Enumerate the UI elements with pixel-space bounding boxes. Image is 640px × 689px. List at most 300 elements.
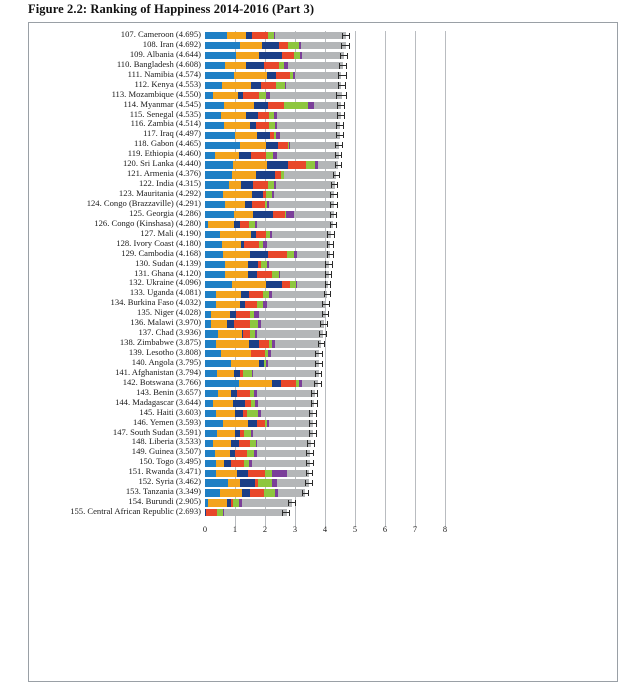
chart-row [29, 329, 619, 339]
bar-segment [224, 122, 250, 129]
ci-cap-right [339, 172, 340, 178]
row-label: 126. Congo (Kinshasa) (4.280) [94, 217, 201, 228]
ci-cap-left [325, 271, 326, 277]
ci-cap-right [332, 261, 333, 267]
stacked-bar [205, 330, 323, 337]
confidence-interval [307, 440, 315, 447]
x-axis-ticks [202, 524, 475, 541]
confidence-interval [302, 489, 309, 496]
bar-segment [249, 340, 259, 347]
bar-segment [217, 509, 224, 516]
ci-cap-left [322, 301, 323, 307]
bar-segment [261, 410, 313, 417]
bar-segment [269, 420, 313, 427]
confidence-interval [315, 370, 322, 377]
bar-segment [248, 271, 257, 278]
ci-cap-left [330, 212, 331, 218]
bar-segment [231, 440, 238, 447]
ci-cap-left [324, 291, 325, 297]
bar-segment [205, 489, 220, 496]
ci-cap-right [314, 440, 315, 446]
bar-segment [224, 102, 254, 109]
stacked-bar [205, 400, 314, 407]
bar-segment [240, 221, 249, 228]
stacked-bar [205, 281, 328, 288]
bar-segment [306, 161, 316, 168]
bar-segment [266, 281, 282, 288]
bar-segment [217, 370, 234, 377]
stacked-bar [205, 420, 313, 427]
stacked-bar [205, 132, 340, 139]
ci-cap-right [326, 331, 327, 337]
bar-segment [225, 62, 246, 69]
stacked-bar [205, 410, 313, 417]
chart-row [29, 38, 619, 51]
bar-segment [205, 181, 229, 188]
ci-cap-right [346, 92, 347, 98]
stacked-bar [205, 32, 346, 39]
stacked-bar [205, 291, 327, 298]
bar-segment [251, 82, 261, 89]
bar-segment [244, 241, 258, 248]
bar-segment [271, 350, 319, 357]
bar-segment [257, 390, 316, 397]
row-label: 136. Malawi (3.970) [130, 317, 201, 328]
ci-cap-left [337, 112, 338, 118]
bar-segment [294, 211, 334, 218]
confidence-interval [319, 330, 327, 337]
ci-cap-right [312, 470, 313, 476]
ci-cap-right [344, 112, 345, 118]
bar-segment [240, 42, 262, 49]
stacked-bar [205, 450, 310, 457]
row-label: 143. Benin (3.657) [136, 386, 201, 397]
chart-row [29, 170, 619, 180]
bar-segment [205, 171, 232, 178]
chart-row [29, 130, 619, 140]
stacked-bar [205, 122, 340, 129]
row-label: 128. Ivory Coast (4.180) [116, 237, 201, 248]
ci-cap-left [330, 202, 331, 208]
ci-cap-right [349, 33, 350, 39]
bar-segment [287, 251, 295, 258]
bar-segment [248, 470, 266, 477]
bar-segment [205, 460, 216, 467]
stacked-bar [205, 72, 341, 79]
stacked-bar [205, 340, 321, 347]
stacked-bar [205, 470, 309, 477]
ci-cap-left [314, 381, 315, 387]
ci-cap-left [307, 440, 308, 446]
chart-row [29, 406, 619, 419]
ci-cap-left [342, 33, 343, 39]
row-label: 155. Central African Republic (2.693) [70, 506, 201, 516]
bar-segment [205, 440, 213, 447]
row-label: 121. Armenia (4.376) [127, 168, 201, 179]
stacked-bar [205, 112, 341, 119]
confidence-interval [315, 360, 323, 367]
bar-segment [265, 470, 272, 477]
bar-segment [275, 32, 346, 39]
stacked-bar [205, 251, 330, 258]
row-label: 131. Ghana (4.120) [134, 267, 201, 278]
ci-cap-right [333, 251, 334, 257]
chart-row [29, 68, 619, 81]
bar-segment [268, 360, 318, 367]
row-label: 133. Uganda (4.081) [129, 287, 201, 298]
bar-segment [205, 161, 233, 168]
bar-segment [224, 460, 232, 467]
stacked-bar [205, 221, 333, 228]
chart-row [29, 197, 619, 210]
bar-segment [228, 479, 240, 486]
bar-segment [267, 161, 288, 168]
bar-segment [257, 450, 310, 457]
bar-segment [269, 201, 334, 208]
row-label: 134. Burkina Faso (4.032) [110, 297, 201, 308]
row-label: 152. Syria (3.462) [138, 476, 201, 487]
row-label: 124. Congo (Brazzaville) (4.291) [86, 197, 201, 208]
ci-cap-left [325, 261, 326, 267]
stacked-bar [205, 42, 346, 49]
chart-row [29, 478, 619, 488]
row-label: 108. Iran (4.692) [142, 38, 201, 49]
ci-cap-left [315, 361, 316, 367]
confidence-interval [318, 340, 326, 347]
confidence-interval [306, 460, 314, 467]
row-label: 153. Tanzania (3.349) [125, 486, 201, 497]
row-label: 150. Togo (3.495) [139, 456, 201, 467]
confidence-interval [327, 251, 334, 258]
confidence-interval [309, 430, 317, 437]
bar-segment [223, 251, 250, 258]
ci-cap-left [333, 172, 334, 178]
bar-segment [232, 171, 256, 178]
ci-cap-right [321, 371, 322, 377]
confidence-interval [337, 102, 345, 109]
row-label: 138. Zimbabwe (3.875) [119, 337, 201, 348]
x-tick-label: 3 [292, 524, 298, 534]
ci-cap-right [347, 53, 348, 59]
stacked-bar [205, 460, 310, 467]
bar-segment [257, 440, 311, 447]
bar-segment [282, 52, 294, 59]
bar-segment [245, 201, 253, 208]
bar-segment [246, 62, 264, 69]
stacked-bar [205, 142, 339, 149]
ci-cap-right [334, 231, 335, 237]
bar-segment [205, 470, 216, 477]
bar-segment [205, 112, 221, 119]
bar-segment [205, 211, 234, 218]
bar-segment [288, 62, 343, 69]
bar-segment [256, 231, 267, 238]
chart-row [29, 468, 619, 478]
figure-title: Figure 2.2: Ranking of Happiness 2014-2016 (Part 3) [28, 2, 315, 16]
bar-segment [274, 191, 333, 198]
stacked-bar [205, 62, 343, 69]
confidence-interval [327, 231, 335, 238]
ci-cap-right [327, 321, 328, 327]
bar-segment [234, 320, 251, 327]
bar-segment [277, 152, 339, 159]
bar-segment [241, 291, 249, 298]
bar-segment [241, 181, 253, 188]
bar-segment [277, 112, 342, 119]
ci-cap-right [330, 291, 331, 297]
bar-segment [253, 430, 313, 437]
row-label: 114. Myanmar (4.545) [123, 98, 201, 109]
confidence-interval [282, 509, 290, 516]
confidence-interval [315, 350, 323, 357]
bar-segment [281, 380, 296, 387]
ci-cap-left [309, 410, 310, 416]
bar-segment [205, 360, 231, 367]
bar-segment [269, 261, 329, 268]
bar-segment [277, 122, 340, 129]
bar-segment [205, 82, 222, 89]
ci-cap-left [327, 251, 328, 257]
bar-segment [270, 92, 342, 99]
row-label: 130. Sudan (4.139) [135, 257, 201, 268]
chart-row [29, 98, 619, 111]
chart-row [29, 448, 619, 458]
bar-segment [297, 281, 328, 288]
ci-cap-left [320, 321, 321, 327]
ci-cap-left [341, 43, 342, 49]
bar-segment [251, 350, 265, 357]
chart-row [29, 438, 619, 448]
ci-cap-left [331, 182, 332, 188]
row-label: 148. Liberia (3.533) [131, 436, 201, 447]
confidence-interval [330, 201, 338, 208]
ci-cap-left [338, 82, 339, 88]
ci-cap-left [306, 470, 307, 476]
bar-segment [221, 112, 246, 119]
confidence-interval [324, 291, 331, 298]
bar-segment [259, 52, 282, 59]
x-tick-label: 6 [382, 524, 388, 534]
stacked-bar [205, 261, 329, 268]
bar-segment [267, 72, 276, 79]
bar-segment [251, 152, 266, 159]
ci-cap-right [313, 450, 314, 456]
bar-segment [211, 311, 230, 318]
ci-cap-right [337, 182, 338, 188]
row-label: 145. Haiti (3.603) [139, 406, 201, 417]
bar-segment [247, 410, 258, 417]
ci-cap-left [327, 231, 328, 237]
bar-segment [205, 231, 220, 238]
bar-segment [205, 241, 222, 248]
bar-segment [243, 370, 252, 377]
confidence-interval [325, 271, 332, 278]
confidence-interval [322, 301, 330, 308]
row-label: 135. Niger (4.028) [137, 307, 201, 318]
ci-cap-left [306, 450, 307, 456]
bar-segment [227, 32, 246, 39]
bar-segment [259, 92, 267, 99]
stacked-bar [205, 320, 324, 327]
ci-cap-right [333, 241, 334, 247]
bar-segment [262, 42, 279, 49]
confidence-interval [327, 241, 335, 248]
row-label: 147. South Sudan (3.591) [112, 426, 201, 437]
ci-cap-right [316, 420, 317, 426]
confidence-interval [338, 82, 346, 89]
chart-row [29, 31, 619, 41]
ci-cap-right [322, 351, 323, 357]
bar-segment [280, 271, 328, 278]
ci-cap-right [341, 152, 342, 158]
bar-segment [205, 301, 216, 308]
ci-cap-left [302, 490, 303, 496]
row-label: 107. Cameroon (4.695) [120, 29, 201, 39]
confidence-interval [305, 479, 313, 486]
bar-segment [205, 370, 217, 377]
bar-segment [275, 340, 322, 347]
chart-row [29, 58, 619, 71]
bar-segment [284, 171, 336, 178]
chart-row [29, 458, 619, 468]
ci-cap-right [321, 381, 322, 387]
chart-row [29, 349, 619, 359]
bar-segment [216, 410, 235, 417]
bar-segment [267, 301, 326, 308]
row-label: 144. Madagascar (3.644) [115, 396, 201, 407]
bar-segment [225, 261, 248, 268]
ci-cap-left [311, 390, 312, 396]
ci-cap-right [295, 500, 296, 506]
bar-segment [261, 320, 324, 327]
ci-cap-left [309, 430, 310, 436]
confidence-interval [330, 211, 337, 218]
bar-segment [221, 350, 252, 357]
ci-cap-right [349, 43, 350, 49]
stacked-bar [205, 370, 319, 377]
stacked-bar [205, 301, 326, 308]
x-tick-label: 5 [352, 524, 358, 534]
bar-segment [208, 221, 235, 228]
row-label: 139. Lesotho (3.808) [128, 347, 201, 357]
confidence-interval [336, 132, 344, 139]
stacked-bar [205, 211, 334, 218]
stacked-bar [205, 311, 326, 318]
row-label: 118. Gabon (4.465) [134, 138, 201, 149]
bar-segment [242, 489, 250, 496]
bar-segment [258, 479, 273, 486]
ci-cap-left [318, 341, 319, 347]
confidence-interval [288, 499, 296, 506]
x-tick-label: 1 [232, 524, 238, 534]
bar-segment [253, 211, 273, 218]
confidence-interval [341, 42, 351, 49]
ci-cap-left [339, 63, 340, 69]
bar-segment [233, 161, 267, 168]
stacked-bar [205, 201, 334, 208]
bar-segment [231, 460, 244, 467]
bar-segment [245, 301, 257, 308]
bar-segment [217, 430, 235, 437]
confidence-interval [333, 171, 341, 178]
chart-row [29, 279, 619, 289]
stacked-bar [205, 181, 335, 188]
chart-row [29, 247, 619, 260]
bar-segment [252, 201, 264, 208]
bar-segment [229, 181, 241, 188]
stacked-bar [205, 489, 305, 496]
bar-segment [211, 320, 228, 327]
confidence-interval [340, 52, 348, 59]
stacked-bar [205, 380, 318, 387]
bar-segment [301, 42, 346, 49]
chart-row [29, 396, 619, 409]
bar-segment [205, 201, 225, 208]
bar-segment [257, 132, 270, 139]
bar-segment [295, 72, 342, 79]
bar-segment [206, 509, 217, 516]
bar-segment [288, 42, 299, 49]
row-label: 140. Angola (3.795) [131, 356, 201, 367]
chart-row [29, 160, 619, 170]
confidence-interval [337, 112, 345, 119]
confidence-interval [322, 311, 329, 318]
bar-segment [273, 211, 285, 218]
bar-segment [218, 330, 242, 337]
row-label: 141. Afghanistan (3.794) [115, 366, 201, 377]
ci-cap-left [336, 132, 337, 138]
ci-cap-right [308, 490, 309, 496]
bar-segment [258, 112, 269, 119]
bar-segment [290, 142, 338, 149]
confidence-interval [335, 161, 342, 168]
confidence-interval [309, 410, 317, 417]
confidence-interval [336, 122, 344, 129]
ci-cap-left [337, 102, 338, 108]
bar-segment [205, 32, 227, 39]
bar-segment [272, 231, 331, 238]
row-label: 119. Ethiopia (4.460) [127, 148, 201, 159]
stacked-bar [205, 479, 309, 486]
bar-segment [205, 390, 218, 397]
bar-segment [284, 102, 308, 109]
ci-cap-left [340, 53, 341, 59]
bar-segment [208, 499, 227, 506]
bar-segment [239, 380, 272, 387]
row-label: 111. Namibia (4.574) [127, 68, 201, 79]
bar-segment [205, 330, 218, 337]
stacked-bar [205, 152, 339, 159]
bar-segment [256, 122, 270, 129]
bar-segment [216, 460, 224, 467]
stacked-bar [205, 191, 334, 198]
chart-row [29, 376, 619, 389]
ci-cap-right [289, 510, 290, 516]
ci-cap-right [317, 390, 318, 396]
ci-cap-right [328, 311, 329, 317]
bar-segment [268, 251, 287, 258]
bar-segment [252, 460, 310, 467]
bar-segment [205, 430, 217, 437]
bar-segment [215, 450, 230, 457]
ci-cap-right [317, 400, 318, 406]
bar-segment [252, 191, 263, 198]
bar-segment [249, 291, 263, 298]
confidence-interval [336, 92, 346, 99]
row-label: 109. Albania (4.644) [129, 48, 201, 59]
bar-segment [272, 271, 279, 278]
bar-segment [257, 221, 334, 228]
